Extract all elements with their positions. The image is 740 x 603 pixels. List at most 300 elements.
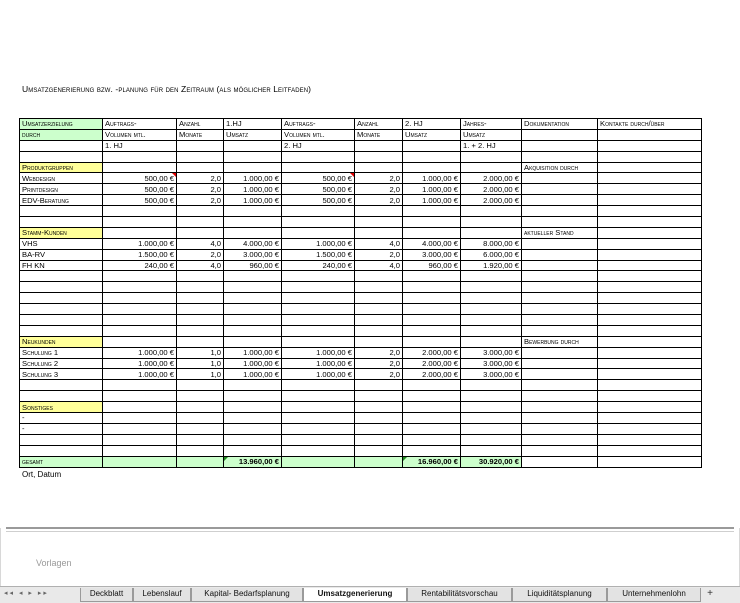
revenue-cell[interactable]: 1.000,00 € [224, 347, 282, 358]
cell[interactable] [103, 380, 177, 391]
months-cell[interactable]: 2,0 [355, 195, 403, 206]
annual-cell[interactable]: 3.000,00 € [461, 369, 522, 380]
cell[interactable] [522, 423, 598, 434]
cell[interactable] [598, 402, 702, 413]
revenue-cell[interactable]: 1.000,00 € [224, 358, 282, 369]
cell[interactable] [355, 336, 403, 347]
revenue-cell[interactable]: 1.000,00 € [224, 184, 282, 195]
cell[interactable] [177, 380, 224, 391]
cell[interactable] [103, 151, 177, 162]
cell[interactable] [403, 271, 461, 282]
cell[interactable] [224, 380, 282, 391]
months-cell[interactable]: 4,0 [177, 238, 224, 249]
add-sheet-button[interactable]: + [707, 588, 713, 599]
cell[interactable] [598, 456, 702, 467]
cell[interactable] [224, 227, 282, 238]
volume-cell[interactable]: 1.000,00 € [103, 238, 177, 249]
cell[interactable] [177, 456, 224, 467]
cell[interactable] [598, 445, 702, 456]
cell[interactable] [598, 325, 702, 336]
note-aktueller-stand[interactable]: aktueller Stand [522, 227, 598, 238]
months-cell[interactable]: 4,0 [355, 260, 403, 271]
cell[interactable] [224, 282, 282, 293]
cell[interactable] [598, 347, 702, 358]
tab-kapital-bedarfsplanung[interactable]: Kapital- Bedarfsplanung [191, 588, 303, 602]
months-cell[interactable]: 2,0 [177, 249, 224, 260]
header-cell[interactable]: Auftrags- [103, 119, 177, 130]
cell[interactable] [461, 445, 522, 456]
cell[interactable] [20, 206, 103, 217]
cell[interactable] [20, 445, 103, 456]
cell[interactable] [20, 315, 103, 326]
months-cell[interactable]: 1,0 [177, 358, 224, 369]
header-cell[interactable]: Auftrags- [282, 119, 355, 130]
revenue-cell[interactable]: 2.000,00 € [403, 347, 461, 358]
revenue-cell[interactable]: 2.000,00 € [403, 369, 461, 380]
header-cell[interactable]: 1. HJ [103, 140, 177, 151]
cell[interactable] [522, 238, 598, 249]
annual-cell[interactable]: 8.000,00 € [461, 238, 522, 249]
cell[interactable] [522, 249, 598, 260]
cell[interactable] [177, 227, 224, 238]
cell[interactable] [103, 445, 177, 456]
cell[interactable] [598, 173, 702, 184]
cell[interactable] [282, 227, 355, 238]
cell[interactable] [103, 227, 177, 238]
section-label-stamm-kunden[interactable]: Stamm-Kunden [20, 227, 103, 238]
cell[interactable] [403, 325, 461, 336]
header-cell[interactable]: durch [20, 129, 103, 140]
cell[interactable] [177, 271, 224, 282]
cell[interactable] [522, 380, 598, 391]
annual-cell[interactable]: 3.000,00 € [461, 347, 522, 358]
revenue-cell[interactable]: 4.000,00 € [224, 238, 282, 249]
cell[interactable] [598, 206, 702, 217]
cell[interactable] [598, 184, 702, 195]
row-label[interactable]: BA-RV [20, 249, 103, 260]
header-cell[interactable]: Umsatz [403, 129, 461, 140]
header-cell[interactable]: Jahres- [461, 119, 522, 130]
revenue-cell[interactable]: 3.000,00 € [403, 249, 461, 260]
cell[interactable] [224, 325, 282, 336]
total-revenue-1hj[interactable] [224, 456, 282, 467]
cell[interactable] [355, 391, 403, 402]
cell[interactable] [522, 217, 598, 228]
cell[interactable] [403, 380, 461, 391]
cell[interactable] [177, 325, 224, 336]
cell[interactable] [355, 271, 403, 282]
cell[interactable] [522, 151, 598, 162]
row-label[interactable]: VHS [20, 238, 103, 249]
revenue-cell[interactable]: 4.000,00 € [403, 238, 461, 249]
cell[interactable] [224, 271, 282, 282]
cell[interactable] [598, 282, 702, 293]
cell[interactable] [403, 315, 461, 326]
row-label[interactable]: Webdesign [20, 173, 103, 184]
cell[interactable] [177, 304, 224, 315]
cell[interactable] [461, 271, 522, 282]
cell[interactable] [355, 325, 403, 336]
cell[interactable] [461, 391, 522, 402]
cell[interactable] [461, 151, 522, 162]
cell[interactable] [355, 140, 403, 151]
cell[interactable] [461, 325, 522, 336]
cell[interactable] [103, 391, 177, 402]
cell[interactable] [177, 413, 224, 424]
volume-cell[interactable]: 1.000,00 € [103, 358, 177, 369]
cell[interactable] [177, 140, 224, 151]
cell[interactable] [355, 402, 403, 413]
cell[interactable] [224, 206, 282, 217]
tab-deckblatt[interactable]: Deckblatt [80, 588, 133, 602]
cell[interactable] [403, 293, 461, 304]
header-cell[interactable]: Volumen mtl. [282, 129, 355, 140]
cell[interactable] [355, 456, 403, 467]
row-label[interactable]: FH KN [20, 260, 103, 271]
volume-cell[interactable]: 500,00 € [282, 195, 355, 206]
cell[interactable] [224, 391, 282, 402]
months-cell[interactable]: 2,0 [355, 369, 403, 380]
cell[interactable] [282, 271, 355, 282]
cell[interactable] [177, 162, 224, 173]
cell[interactable] [522, 282, 598, 293]
cell[interactable] [282, 434, 355, 445]
cell[interactable] [355, 217, 403, 228]
tab-lebenslauf[interactable]: Lebenslauf [133, 588, 191, 602]
cell[interactable] [403, 336, 461, 347]
cell[interactable] [522, 445, 598, 456]
volume-cell[interactable]: 1.000,00 € [282, 347, 355, 358]
cell[interactable] [103, 413, 177, 424]
cell[interactable] [598, 217, 702, 228]
cell[interactable] [20, 304, 103, 315]
cell[interactable] [522, 260, 598, 271]
cell[interactable] [522, 184, 598, 195]
volume-cell[interactable]: 500,00 € [103, 195, 177, 206]
cell[interactable] [282, 217, 355, 228]
cell[interactable] [355, 434, 403, 445]
cell[interactable] [598, 151, 702, 162]
cell[interactable] [355, 315, 403, 326]
tab-umsatzgenerierung[interactable]: Umsatzgenerierung [303, 588, 407, 602]
cell[interactable] [403, 445, 461, 456]
cell[interactable] [598, 140, 702, 151]
annual-cell[interactable]: 1.920,00 € [461, 260, 522, 271]
cell[interactable] [522, 391, 598, 402]
cell[interactable] [522, 315, 598, 326]
revenue-cell[interactable]: 960,00 € [224, 260, 282, 271]
cell[interactable] [522, 129, 598, 140]
cell[interactable] [177, 217, 224, 228]
cell[interactable] [461, 282, 522, 293]
cell[interactable] [177, 293, 224, 304]
cell[interactable] [20, 293, 103, 304]
months-cell[interactable]: 2,0 [355, 184, 403, 195]
cell[interactable] [461, 293, 522, 304]
months-cell[interactable]: 2,0 [355, 358, 403, 369]
volume-cell[interactable]: 1.500,00 € [103, 249, 177, 260]
cell[interactable] [224, 217, 282, 228]
cell[interactable] [355, 282, 403, 293]
cell[interactable] [20, 282, 103, 293]
volume-cell[interactable]: 1.000,00 € [282, 238, 355, 249]
header-cell[interactable]: Umsatz [461, 129, 522, 140]
cell[interactable] [403, 413, 461, 424]
cell[interactable] [403, 282, 461, 293]
revenue-cell[interactable]: 1.000,00 € [224, 195, 282, 206]
volume-cell[interactable]: 1.500,00 € [282, 249, 355, 260]
header-cell[interactable]: Monate [177, 129, 224, 140]
cell[interactable] [224, 315, 282, 326]
cell[interactable] [355, 304, 403, 315]
cell[interactable] [20, 380, 103, 391]
cell[interactable] [103, 271, 177, 282]
cell[interactable] [461, 227, 522, 238]
cell[interactable] [103, 162, 177, 173]
cell[interactable] [522, 140, 598, 151]
cell[interactable] [522, 304, 598, 315]
cell[interactable] [403, 227, 461, 238]
cell[interactable] [103, 282, 177, 293]
cell[interactable] [461, 217, 522, 228]
cell[interactable] [461, 162, 522, 173]
cell[interactable] [282, 456, 355, 467]
volume-cell[interactable]: 1.000,00 € [103, 347, 177, 358]
section-label-sonstiges[interactable]: Sonstiges [20, 402, 103, 413]
cell[interactable] [598, 434, 702, 445]
months-cell[interactable]: 1,0 [177, 369, 224, 380]
cell[interactable] [461, 315, 522, 326]
cell[interactable] [598, 336, 702, 347]
cell[interactable] [282, 336, 355, 347]
cell[interactable] [522, 358, 598, 369]
cell[interactable] [282, 445, 355, 456]
header-cell[interactable]: Dokumentation [522, 119, 598, 130]
cell[interactable] [522, 271, 598, 282]
cell[interactable] [403, 151, 461, 162]
section-label-produktgruppen[interactable]: Produktgruppen [20, 162, 103, 173]
cell[interactable] [177, 391, 224, 402]
revenue-cell[interactable]: 1.000,00 € [403, 195, 461, 206]
row-label[interactable]: Printdesign [20, 184, 103, 195]
cell[interactable] [282, 413, 355, 424]
cell[interactable] [461, 402, 522, 413]
cell[interactable] [103, 315, 177, 326]
cell[interactable] [20, 391, 103, 402]
months-cell[interactable]: 4,0 [355, 238, 403, 249]
cell[interactable] [461, 413, 522, 424]
cell[interactable] [403, 402, 461, 413]
cell[interactable] [282, 206, 355, 217]
volume-cell[interactable]: 500,00 € [282, 184, 355, 195]
cell[interactable] [598, 380, 702, 391]
cell[interactable] [103, 304, 177, 315]
cell[interactable] [103, 456, 177, 467]
cell[interactable] [282, 151, 355, 162]
cell[interactable] [224, 445, 282, 456]
cell[interactable] [522, 456, 598, 467]
cell[interactable] [355, 151, 403, 162]
volume-cell[interactable]: 500,00 € [103, 184, 177, 195]
row-label[interactable]: EDV-Beratung [20, 195, 103, 206]
cell[interactable] [224, 304, 282, 315]
cell[interactable] [177, 315, 224, 326]
cell[interactable] [403, 423, 461, 434]
cell[interactable] [355, 293, 403, 304]
cell[interactable] [598, 304, 702, 315]
cell[interactable] [355, 227, 403, 238]
cell[interactable] [177, 336, 224, 347]
cell[interactable] [598, 260, 702, 271]
months-cell[interactable]: 2,0 [177, 195, 224, 206]
cell[interactable] [522, 347, 598, 358]
volume-cell[interactable]: 1.000,00 € [282, 369, 355, 380]
revenue-cell[interactable]: 1.000,00 € [403, 173, 461, 184]
cell[interactable] [598, 391, 702, 402]
row-label[interactable]: Schulung 1 [20, 347, 103, 358]
note-bewerbung[interactable]: Bewerbung durch [522, 336, 598, 347]
row-label[interactable]: Schulung 3 [20, 369, 103, 380]
cell[interactable] [20, 434, 103, 445]
revenue-cell[interactable]: 1.000,00 € [403, 184, 461, 195]
header-cell[interactable]: Umsatz [224, 129, 282, 140]
months-cell[interactable]: 2,0 [355, 173, 403, 184]
cell[interactable] [282, 293, 355, 304]
cell[interactable] [403, 304, 461, 315]
cell[interactable] [224, 423, 282, 434]
header-cell[interactable]: 2. HJ [282, 140, 355, 151]
cell[interactable] [461, 380, 522, 391]
cell[interactable] [355, 380, 403, 391]
cell[interactable] [177, 434, 224, 445]
header-cell[interactable]: 2. HJ [403, 119, 461, 130]
cell[interactable] [177, 423, 224, 434]
cell[interactable] [103, 293, 177, 304]
cell[interactable] [403, 217, 461, 228]
cell[interactable] [224, 140, 282, 151]
cell[interactable] [461, 336, 522, 347]
volume-cell[interactable]: 1.000,00 € [282, 358, 355, 369]
volume-cell[interactable]: 240,00 € [103, 260, 177, 271]
cell[interactable] [403, 162, 461, 173]
note-akquisition[interactable]: Akquisition durch [522, 162, 598, 173]
cell[interactable] [103, 217, 177, 228]
row-label-dash[interactable]: - [20, 413, 103, 424]
cell[interactable] [403, 391, 461, 402]
annual-cell[interactable]: 6.000,00 € [461, 249, 522, 260]
annual-cell[interactable]: 2.000,00 € [461, 173, 522, 184]
cell[interactable] [282, 315, 355, 326]
annual-cell[interactable]: 3.000,00 € [461, 358, 522, 369]
cell[interactable] [103, 434, 177, 445]
cell[interactable] [403, 206, 461, 217]
cell[interactable] [224, 162, 282, 173]
cell[interactable] [20, 217, 103, 228]
cell[interactable] [20, 325, 103, 336]
cell[interactable] [598, 271, 702, 282]
tab-rentabilitaetsvorschau[interactable]: Rentabilitätsvorschau [407, 588, 512, 602]
cell[interactable] [522, 369, 598, 380]
cell[interactable] [177, 206, 224, 217]
cell[interactable] [20, 140, 103, 151]
cell[interactable] [224, 336, 282, 347]
cell[interactable] [522, 195, 598, 206]
cell[interactable] [177, 445, 224, 456]
cell[interactable] [598, 195, 702, 206]
header-cell[interactable]: Anzahl [355, 119, 403, 130]
tab-liquiditaetsplanung[interactable]: Liquiditätsplanung [512, 588, 607, 602]
cell[interactable] [282, 162, 355, 173]
cell[interactable] [224, 402, 282, 413]
cell[interactable] [598, 293, 702, 304]
header-cell[interactable]: Kontakte durch/über [598, 119, 702, 130]
months-cell[interactable]: 2,0 [355, 347, 403, 358]
months-cell[interactable]: 4,0 [177, 260, 224, 271]
months-cell[interactable]: 2,0 [177, 184, 224, 195]
cell[interactable] [282, 380, 355, 391]
cell[interactable] [598, 423, 702, 434]
cell[interactable] [177, 151, 224, 162]
cell[interactable] [355, 413, 403, 424]
annual-cell[interactable]: 2.000,00 € [461, 195, 522, 206]
cell[interactable] [522, 173, 598, 184]
cell[interactable] [282, 391, 355, 402]
header-cell[interactable]: Volumen mtl. [103, 129, 177, 140]
cell[interactable] [598, 227, 702, 238]
cell[interactable] [282, 282, 355, 293]
cell[interactable] [20, 271, 103, 282]
header-cell[interactable]: Umsatzerzielung [20, 119, 103, 130]
cell[interactable] [598, 162, 702, 173]
cell[interactable] [282, 402, 355, 413]
volume-cell[interactable]: 240,00 € [282, 260, 355, 271]
revenue-cell[interactable]: 1.000,00 € [224, 173, 282, 184]
cell[interactable] [103, 423, 177, 434]
header-cell[interactable]: Anzahl [177, 119, 224, 130]
tab-unternehmenlohn[interactable]: Unternehmenlohn [607, 588, 701, 602]
cell[interactable] [522, 402, 598, 413]
cell[interactable] [598, 413, 702, 424]
revenue-cell[interactable]: 960,00 € [403, 260, 461, 271]
cell[interactable] [461, 304, 522, 315]
cell[interactable] [224, 151, 282, 162]
cell[interactable] [522, 413, 598, 424]
months-cell[interactable]: 2,0 [177, 173, 224, 184]
sheet-nav-arrows[interactable]: ◂◂ ◂ ▸ ▸▸ [4, 590, 49, 597]
cell[interactable] [355, 423, 403, 434]
cell[interactable] [598, 315, 702, 326]
cell[interactable] [355, 162, 403, 173]
cell[interactable] [103, 206, 177, 217]
cell[interactable] [598, 249, 702, 260]
months-cell[interactable]: 2,0 [355, 249, 403, 260]
cell[interactable] [282, 423, 355, 434]
cell[interactable] [282, 325, 355, 336]
cell[interactable] [355, 445, 403, 456]
total-annual[interactable]: 30.920,00 € [461, 456, 522, 467]
cell[interactable] [224, 413, 282, 424]
cell[interactable] [598, 129, 702, 140]
cell[interactable] [598, 358, 702, 369]
total-label[interactable]: gesamt [20, 456, 103, 467]
cell[interactable] [355, 206, 403, 217]
cell[interactable] [103, 336, 177, 347]
cell[interactable] [103, 325, 177, 336]
cell[interactable] [522, 206, 598, 217]
cell[interactable] [224, 293, 282, 304]
months-cell[interactable]: 1,0 [177, 347, 224, 358]
cell[interactable] [224, 434, 282, 445]
